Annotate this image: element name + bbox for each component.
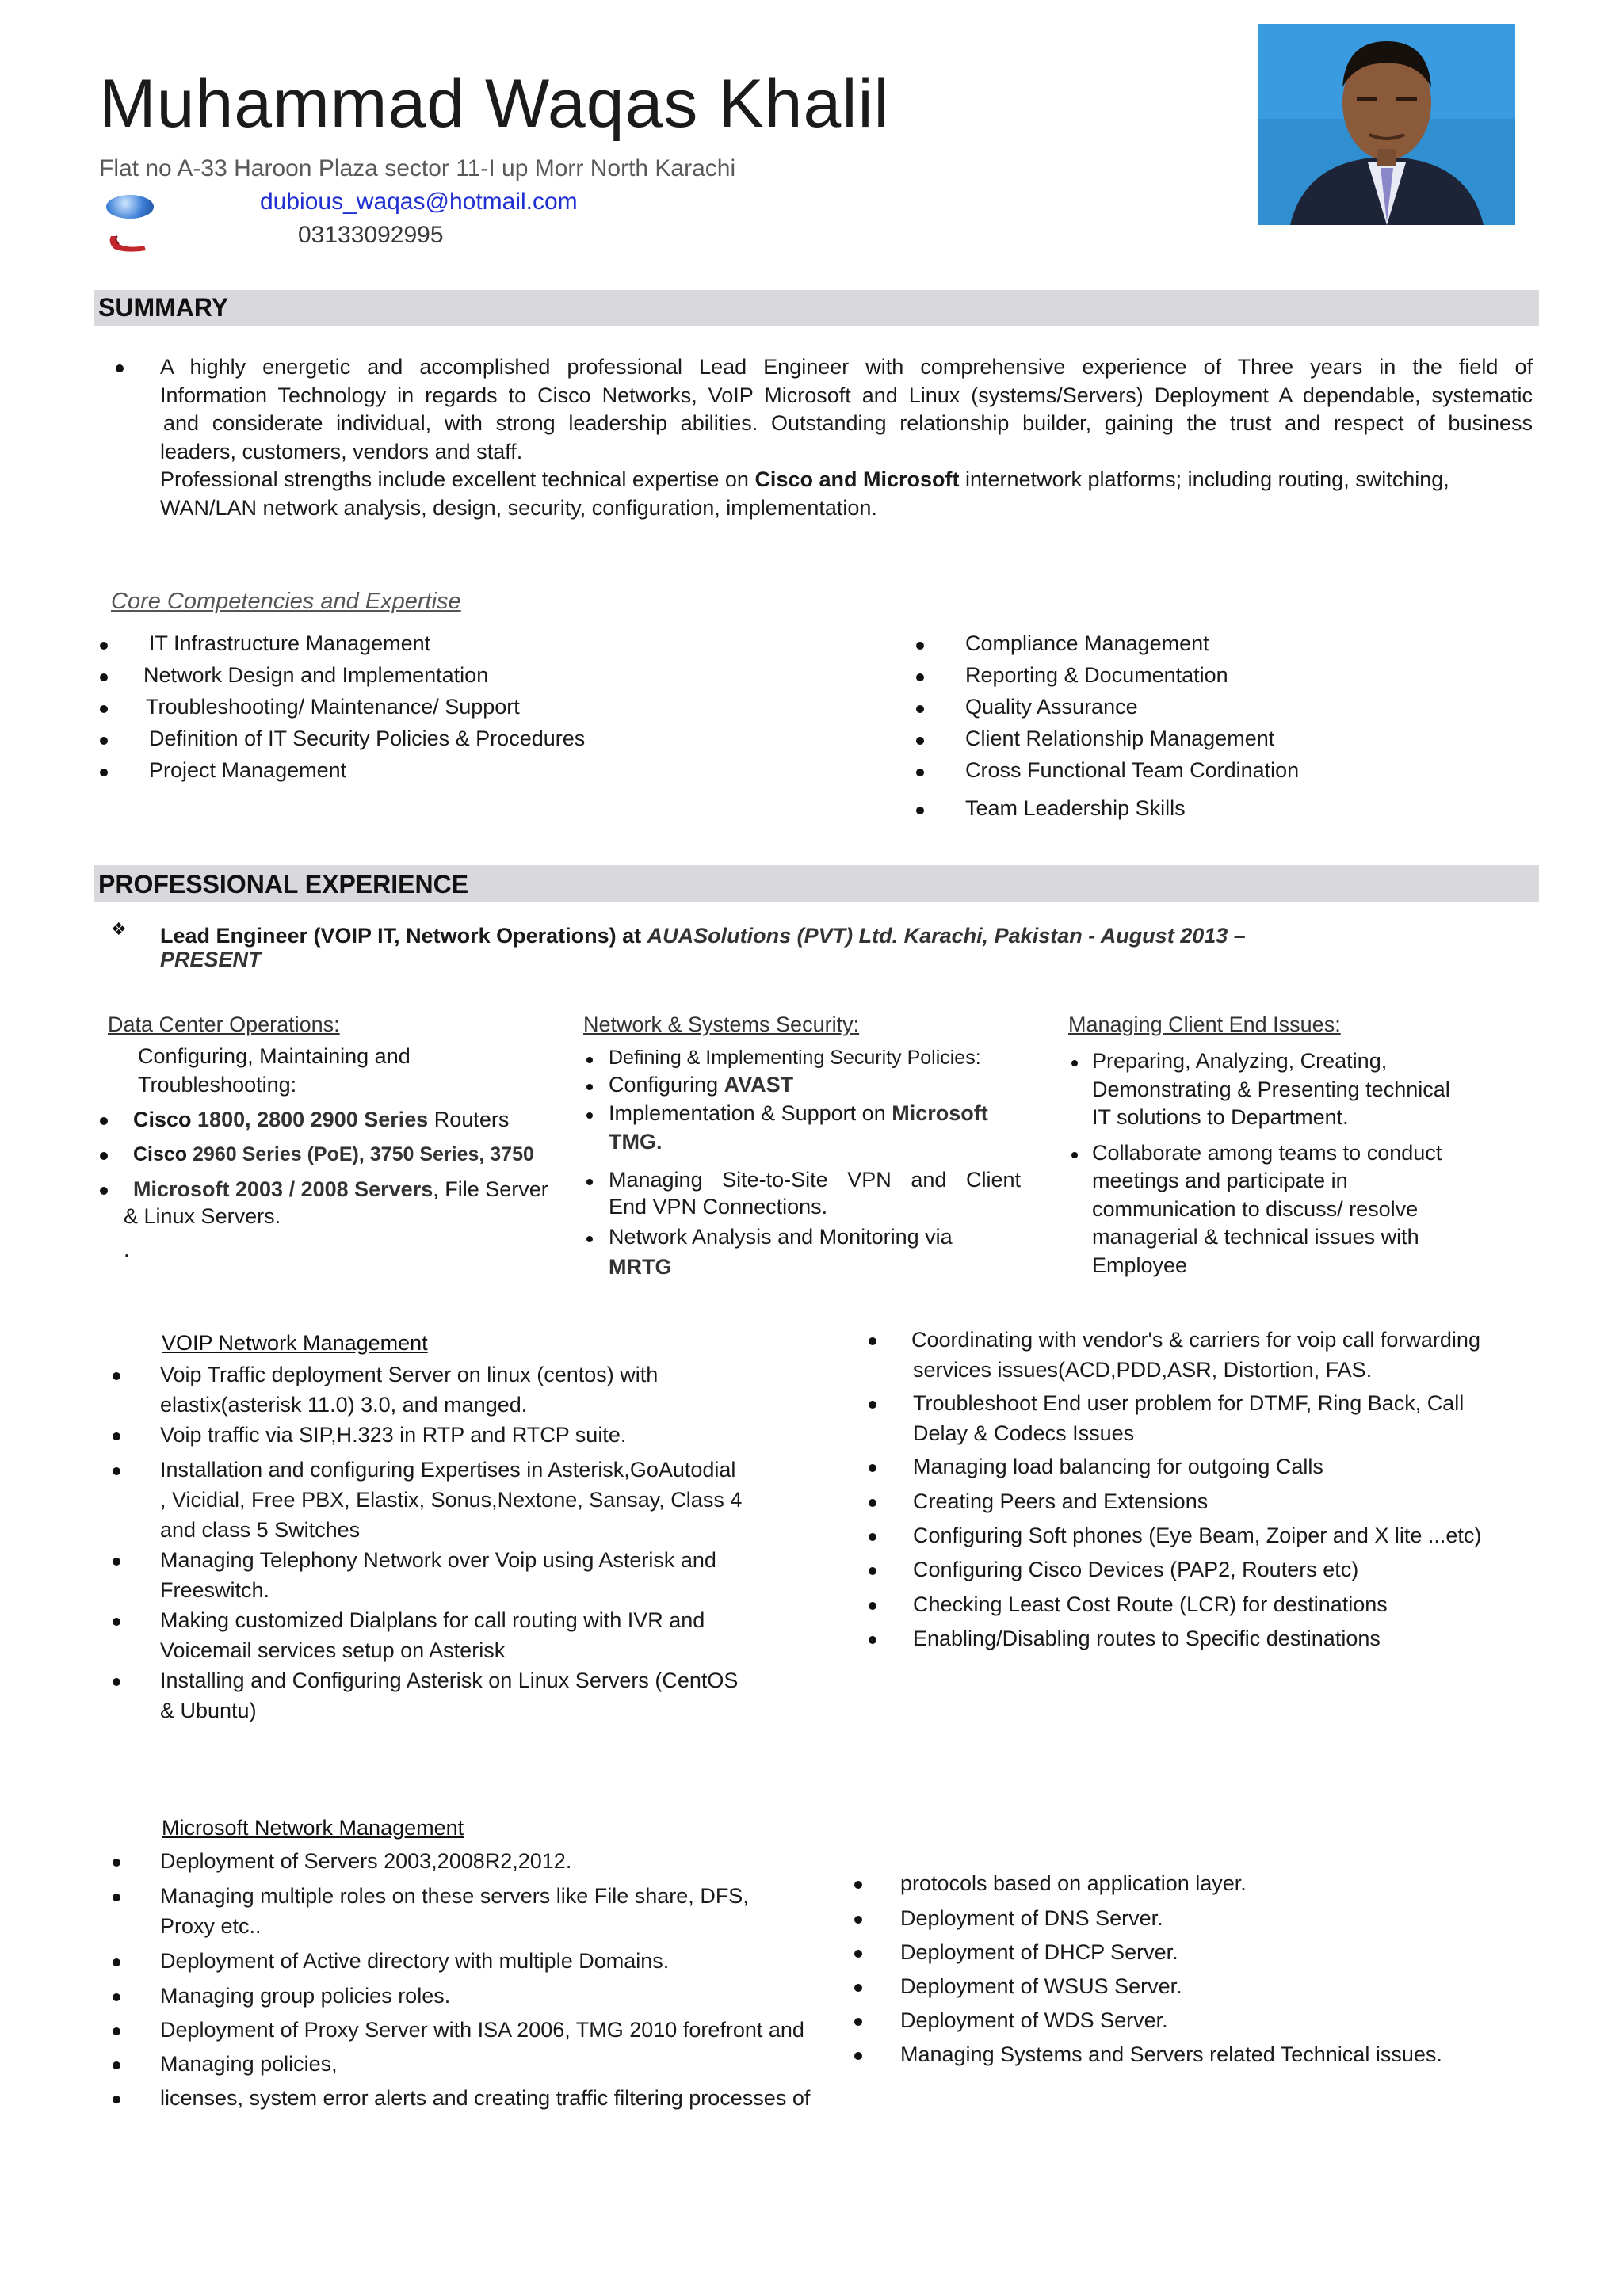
client-item: Preparing, Analyzing, Creating, — [1092, 1049, 1388, 1073]
security-item: Network Analysis and Monitoring via — [609, 1225, 953, 1249]
email-link[interactable]: dubious_waqas@hotmail.com — [260, 189, 578, 215]
microsoft-item: Deployment of DNS Server. — [900, 1906, 1163, 1930]
client-item: Demonstrating & Presenting technical — [1092, 1077, 1450, 1101]
voip-item: Troubleshoot End user problem for DTMF, Ring Back, Call — [913, 1391, 1465, 1415]
microsoft-item: Deployment of DHCP Server. — [900, 1940, 1178, 1964]
security-item: Implementation & Support on Microsoft — [609, 1101, 988, 1125]
address: Flat no A-33 Haroon Plaza sector 11-I up Morr North Karachi — [99, 155, 736, 181]
diamond-bullet-icon: ❖ — [111, 919, 127, 939]
datacenter-item: Cisco 2960 Series (PoE), 3750 Series, 3750 — [133, 1143, 534, 1165]
datacenter-bullet — [100, 1117, 108, 1125]
microsoft-bullet — [113, 1993, 120, 2001]
microsoft-bullet — [113, 2027, 120, 2035]
voip-bullet — [869, 1464, 876, 1472]
voip-item: Voip Traffic deployment Server on linux (centos) with — [160, 1363, 659, 1386]
phone-number: 03133092995 — [298, 222, 444, 248]
voip-item: elastix(asterisk 11.0) 3.0, and manged. — [160, 1393, 528, 1417]
competency-bullet — [916, 737, 924, 745]
competency-item: Client Relationship Management — [965, 727, 1275, 750]
client-heading: Managing Client End Issues: — [1068, 1013, 1341, 1036]
microsoft-heading: Microsoft Network Management — [162, 1816, 464, 1840]
voip-item: Installing and Configuring Asterisk on Linux Servers (CentOS — [160, 1669, 739, 1692]
datacenter-intro: Troubleshooting: — [138, 1073, 297, 1097]
microsoft-item: Proxy etc.. — [160, 1914, 262, 1938]
summary-line: and considerate individual, with strong leadership abilities. Outstanding relationship builder, gaining the trust and respect of business — [163, 411, 1533, 435]
voip-item: Voip traffic via SIP,H.323 in RTP and RTCP suite. — [160, 1423, 627, 1447]
client-item: Employee — [1092, 1253, 1188, 1277]
competency-item: Compliance Management — [965, 631, 1209, 655]
microsoft-bullet — [113, 1894, 120, 1901]
microsoft-item: Deployment of Active directory with multiple Domains. — [160, 1949, 670, 1973]
security-item: MRTG — [609, 1255, 672, 1279]
client-item: IT solutions to Department. — [1092, 1105, 1349, 1129]
voip-item: Enabling/Disabling routes to Specific destinations — [913, 1627, 1381, 1650]
microsoft-item: protocols based on application layer. — [900, 1871, 1247, 1895]
summary-line: Information Technology in regards to Cisco Networks, VoIP Microsoft and Linux (systems/Servers) Deployment A dependable, systematic — [160, 383, 1533, 407]
competency-bullet — [916, 705, 924, 713]
microsoft-item: Managing policies, — [160, 2052, 338, 2076]
competency-item: Definition of IT Security Policies & Procedures — [149, 727, 586, 750]
voip-item: , Vicidial, Free PBX, Elastix, Sonus,Nextone, Sansay, Class 4 — [160, 1488, 743, 1512]
client-item: managerial & technical issues with — [1092, 1225, 1419, 1249]
voip-item: Delay & Codecs Issues — [913, 1421, 1135, 1445]
client-bullet — [1071, 1060, 1078, 1066]
profile-photo — [1258, 24, 1515, 225]
summary-line: leaders, customers, vendors and staff. — [160, 440, 523, 463]
datacenter-bullet — [100, 1187, 108, 1195]
summary-line: A highly energetic and accomplished professional Lead Engineer with comprehensive experience of Three years in the field of — [160, 355, 1533, 379]
security-bullet — [586, 1112, 593, 1119]
competency-item: IT Infrastructure Management — [149, 631, 431, 655]
microsoft-item: Deployment of WDS Server. — [900, 2008, 1168, 2032]
competency-item: Troubleshooting/ Maintenance/ Support — [146, 695, 520, 719]
voip-bullet — [869, 1499, 876, 1507]
summary-header-bar — [94, 290, 1539, 326]
microsoft-item: Deployment of WSUS Server. — [900, 1974, 1182, 1998]
competency-item: Project Management — [149, 758, 347, 782]
security-item: Managing Site-to-Site VPN and Client — [609, 1168, 1021, 1192]
security-item: Defining & Implementing Security Policies: — [609, 1047, 981, 1069]
voip-bullet — [869, 1567, 876, 1575]
voip-item: Creating Peers and Extensions — [913, 1489, 1209, 1513]
microsoft-bullet — [854, 1950, 862, 1958]
candidate-name: Muhammad Waqas Khalil — [99, 66, 890, 142]
competency-item: Cross Functional Team Cordination — [965, 758, 1300, 782]
competency-bullet — [916, 807, 924, 814]
voip-bullet — [113, 1618, 120, 1626]
voip-bullet — [869, 1636, 876, 1644]
client-item: meetings and participate in — [1092, 1169, 1348, 1192]
competency-item: Quality Assurance — [965, 695, 1138, 719]
competency-item: Team Leadership Skills — [965, 796, 1186, 820]
competency-bullet — [916, 673, 924, 681]
microsoft-item: Managing multiple roles on these servers like File share, DFS, — [160, 1884, 749, 1908]
competency-bullet — [100, 737, 108, 745]
competency-bullet — [100, 769, 108, 776]
datacenter-heading: Data Center Operations: — [108, 1013, 340, 1036]
datacenter-dot: . — [124, 1238, 130, 1261]
client-item: communication to discuss/ resolve — [1092, 1197, 1419, 1221]
microsoft-bullet — [854, 2052, 862, 2060]
voip-item: Configuring Cisco Devices (PAP2, Routers etc) — [913, 1558, 1359, 1581]
security-bullet — [586, 1179, 593, 1185]
voip-item: and class 5 Switches — [160, 1518, 361, 1542]
security-item: TMG. — [609, 1130, 663, 1154]
microsoft-bullet — [113, 2096, 120, 2103]
voip-bullet — [869, 1533, 876, 1541]
microsoft-item: Managing Systems and Servers related Technical issues. — [900, 2042, 1442, 2066]
client-bullet — [1071, 1152, 1078, 1158]
competency-bullet — [100, 642, 108, 650]
security-heading: Network & Systems Security: — [583, 1013, 860, 1036]
security-item: End VPN Connections. — [609, 1195, 828, 1219]
competency-bullet — [100, 673, 108, 681]
voip-item: Managing load balancing for outgoing Calls — [913, 1455, 1323, 1478]
competency-bullet — [916, 769, 924, 776]
microsoft-bullet — [113, 1958, 120, 1966]
summary-title: SUMMARY — [98, 293, 229, 322]
voip-bullet — [113, 1558, 120, 1566]
voip-item: Coordinating with vendor's & carriers for voip call forwarding — [911, 1328, 1480, 1352]
voip-bullet — [869, 1602, 876, 1610]
microsoft-item: Deployment of Proxy Server with ISA 2006, TMG 2010 forefront and — [160, 2018, 804, 2042]
competency-bullet — [916, 642, 924, 650]
microsoft-bullet — [854, 1984, 862, 1992]
job-period-present: PRESENT — [160, 948, 262, 971]
security-bullet — [586, 1236, 593, 1242]
microsoft-bullet — [113, 2061, 120, 2069]
datacenter-item: & Linux Servers. — [124, 1204, 281, 1228]
voip-item: & Ubuntu) — [160, 1699, 257, 1722]
microsoft-bullet — [113, 1859, 120, 1867]
microsoft-item: licenses, system error alerts and creating traffic filtering processes of — [160, 2086, 811, 2110]
competencies-title: Core Competencies and Expertise — [111, 589, 461, 614]
voip-bullet — [113, 1432, 120, 1440]
microsoft-bullet — [854, 1881, 862, 1889]
summary-bullet — [116, 364, 124, 372]
phone-icon — [106, 231, 151, 254]
microsoft-bullet — [854, 2018, 862, 2026]
voip-bullet — [113, 1372, 120, 1380]
voip-item: Making customized Dialplans for call routing with IVR and — [160, 1608, 705, 1632]
datacenter-bullet — [100, 1152, 108, 1160]
voip-item: Freeswitch. — [160, 1578, 270, 1602]
job-role: Lead Engineer (VOIP IT, Network Operations) at AUASolutions (PVT) Ltd. Karachi, Pakistan - August 2013 – — [160, 924, 1246, 948]
security-item: Configuring AVAST — [609, 1073, 794, 1097]
competency-item: Network Design and Implementation — [143, 663, 489, 687]
microsoft-bullet — [854, 1916, 862, 1924]
summary-line: Professional strengths include excellent technical expertise on Cisco and Microsoft internetwork platforms; including routing, switching, — [160, 467, 1449, 491]
voip-item: Checking Least Cost Route (LCR) for destinations — [913, 1592, 1388, 1616]
voip-item: Configuring Soft phones (Eye Beam, Zoiper and X lite ...etc) — [913, 1524, 1482, 1547]
security-bullet — [586, 1084, 593, 1090]
voip-bullet — [113, 1467, 120, 1475]
security-bullet — [586, 1057, 593, 1063]
datacenter-intro: Configuring, Maintaining and — [138, 1044, 411, 1068]
email-icon — [106, 195, 154, 219]
voip-item: Managing Telephony Network over Voip using Asterisk and — [160, 1548, 716, 1572]
voip-item: services issues(ACD,PDD,ASR, Distortion, FAS. — [913, 1358, 1373, 1382]
microsoft-item: Deployment of Servers 2003,2008R2,2012. — [160, 1849, 572, 1873]
voip-item: Installation and configuring Expertises in Asterisk,GoAutodial — [160, 1458, 736, 1482]
summary-line: WAN/LAN network analysis, design, security, configuration, implementation. — [160, 496, 877, 520]
experience-title: PROFESSIONAL EXPERIENCE — [98, 870, 469, 898]
competency-bullet — [100, 705, 108, 713]
voip-bullet — [869, 1401, 876, 1409]
datacenter-item: Microsoft 2003 / 2008 Servers, File Server — [133, 1177, 548, 1201]
voip-item: Voicemail services setup on Asterisk — [160, 1638, 506, 1662]
competency-item: Reporting & Documentation — [965, 663, 1228, 687]
voip-bullet — [113, 1678, 120, 1686]
voip-bullet — [869, 1337, 876, 1345]
datacenter-item: Cisco 1800, 2800 2900 Series Routers — [133, 1108, 510, 1131]
client-item: Collaborate among teams to conduct — [1092, 1141, 1442, 1165]
voip-heading: VOIP Network Management — [162, 1331, 428, 1355]
microsoft-item: Managing group policies roles. — [160, 1984, 451, 2008]
